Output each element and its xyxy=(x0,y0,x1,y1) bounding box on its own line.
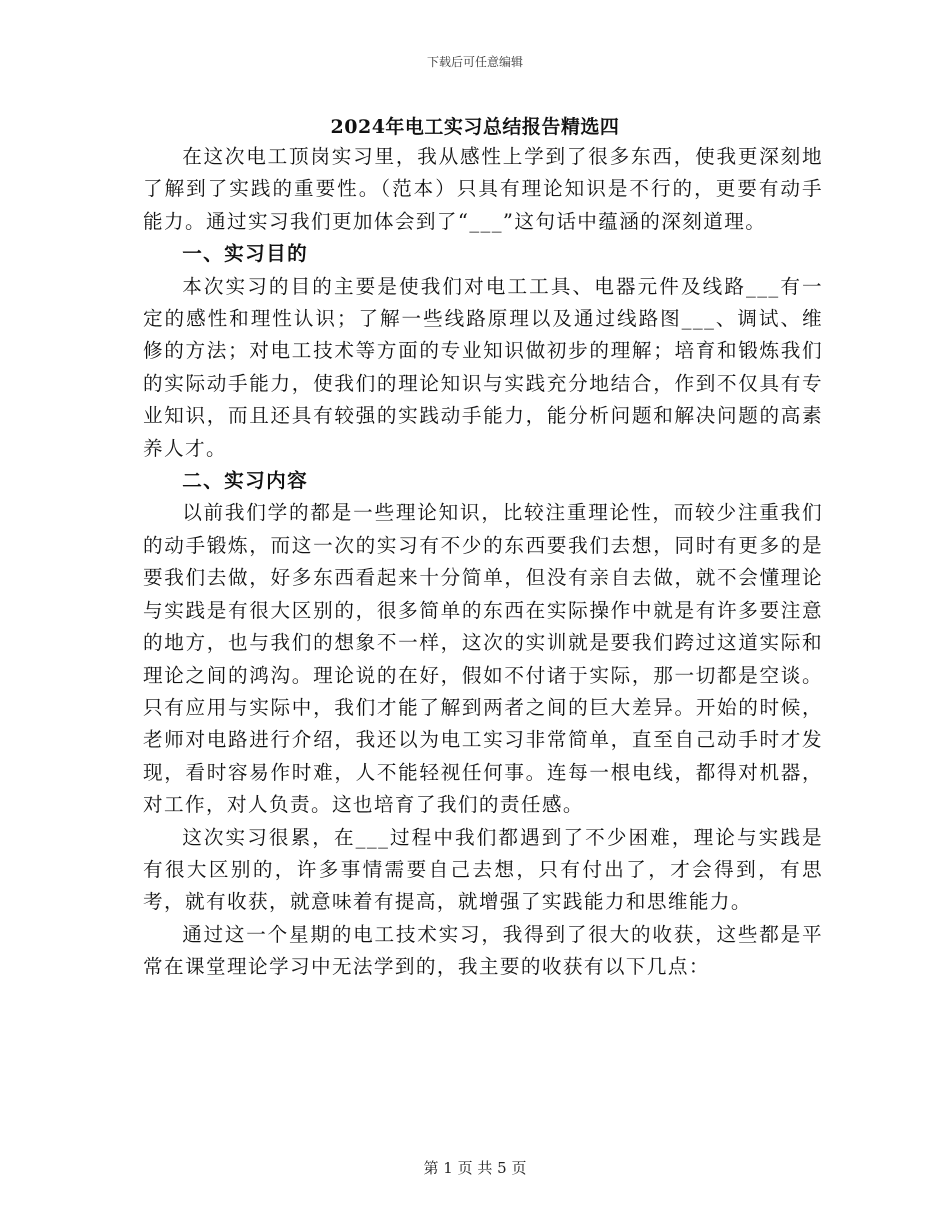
intro-paragraph: 在这次电工顶岗实习里，我从感性上学到了很多东西，使我更深刻地了解到了实践的重要性。（范本）只具有理论知识是不行的，更要有动手能力。通过实习我们更加体会到了“___”这句话中蕴涵的深刻道理。 xyxy=(143,145,823,233)
page-footer: 第 1 页 共 5 页 xyxy=(423,1159,527,1177)
content-paragraph-3: 通过这一个星期的电工技术实习，我得到了很大的收获，这些都是平常在课堂理论学习中无法学到的，我主要的收获有以下几点： xyxy=(143,922,823,979)
content-paragraph-1: 以前我们学的都是一些理论知识，比较注重理论性，而较少注重我们的动手锻炼，而这一次的实习有不少的东西要我们去想，同时有更多的是要我们去做，好多东西看起来十分简单，但没有亲自去做，就不会懂理论与实践是有很大区别的，很多简单的东西在实际操作中就是有许多要注意的地方，也与我们的想象不一样，这次的实训就是要我们跨过这道实际和理论之间的鸿沟。理论说的在好，假如不付诸于实际，那一切都是空谈。只有应用与实际中，我们才能了解到两者之间的巨大差异。开始的时候，老师对电路进行介绍，我还以为电工实习非常简单，直至自己动手时才发现，看时容易作时难，人不能轻视任何事。连每一根电线，都得对机器，对工作，对人负责。这也培育了我们的责任感。 xyxy=(143,501,823,817)
section-heading-content: 二、实习内容 xyxy=(182,469,309,493)
section-heading-purpose: 一、实习目的 xyxy=(182,242,309,266)
header-note: 下载后可任意编辑 xyxy=(426,55,523,69)
document-body xyxy=(143,141,823,984)
content-paragraph-2: 这次实习很累，在___过程中我们都遇到了不少困难，理论与实践是有很大区别的，许多事情需要自己去想，只有付出了，才会得到，有思考，就有收获，就意味着有提高，就增强了实践能力和思维能力。 xyxy=(143,825,823,914)
purpose-paragraph: 本次实习的目的主要是使我们对电工工具、电器元件及线路___有一定的感性和理性认识；了解一些线路原理以及通过线路图___、调试、维修的方法；对电工技术等方面的专业知识做初步的理解；培育和锻炼我们的实际动手能力，使我们的理论知识与实践充分地结合，作到不仅具有专业知识，而且还具有较强的实践动手能力，能分析问题和解决问题的高素养人才。 xyxy=(143,274,823,460)
document-title: 2024年电工实习总结报告精选四 xyxy=(330,116,620,138)
